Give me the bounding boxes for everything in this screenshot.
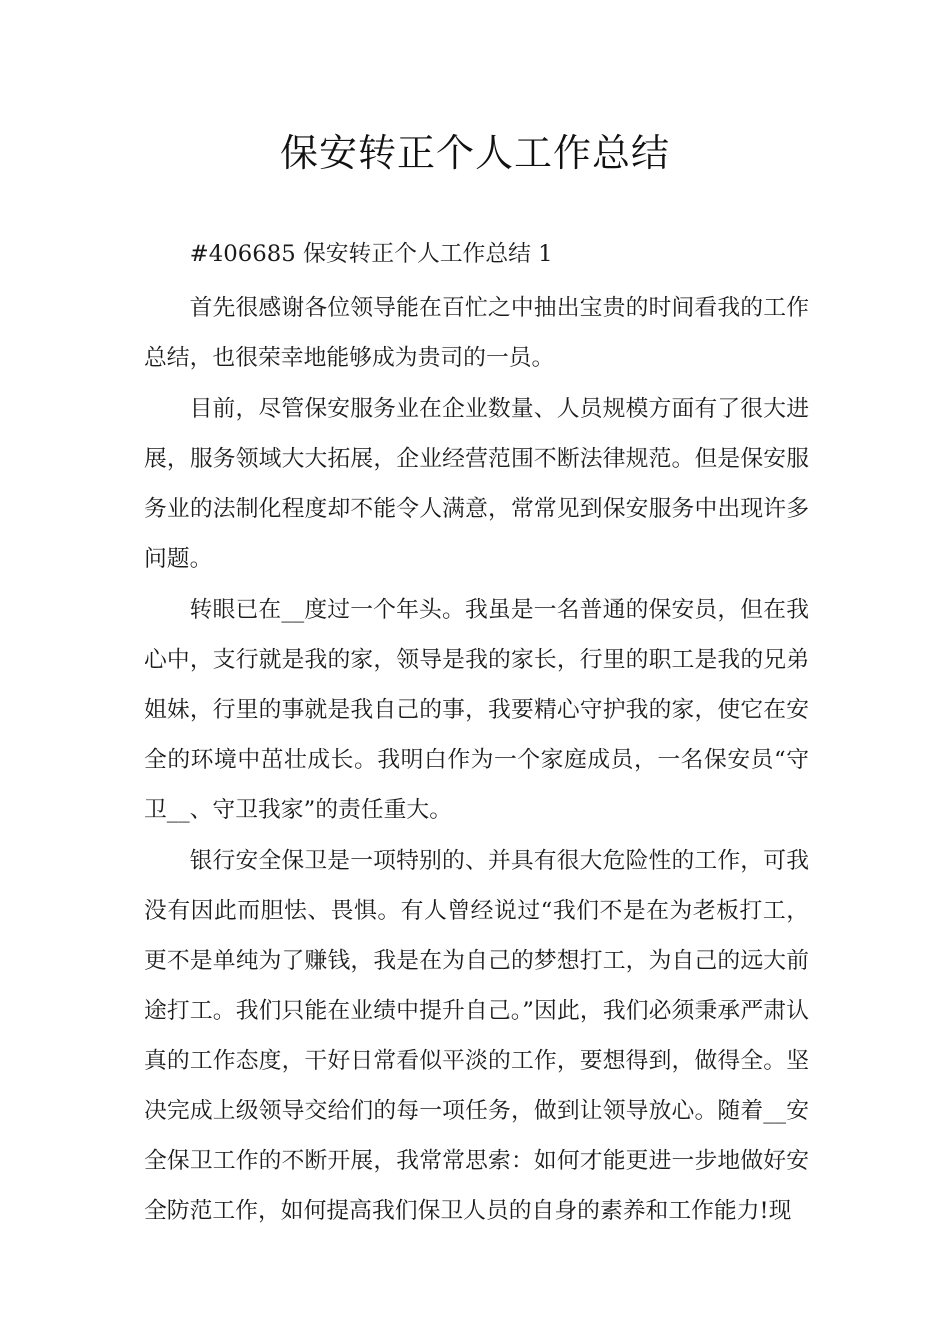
paragraph-3: 转眼已在__度过一个年头。我虽是一名普通的保安员，但在我心中，支行就是我的家，领导是我的家长，行里的职工是我的兄弟姐妹，行里的事就是我自己的事，我要精心守护我的家，使它在安全的环境中茁壮成长。我明白作为一个家庭成员，一名保安员“守卫__、守卫我家”的责任重大。 (144, 597, 809, 823)
paragraph-4: 银行安全保卫是一项特别的、并具有很大危险性的工作，可我没有因此而胆怯、畏惧。有人曾经说过“我们不是在为老板打工，更不是单纯为了赚钱，我是在为自己的梦想打工，为自己的远大前途打工。我们只能在业绩中提升自己。”因此，我们必须秉承严肃认真的工作态度，干好日常看似平淡的工作，要想得到，做得全。坚决完成上级领导交给们的每一项任务，做到让领导放心。随着__安全保卫工作的不断开展，我常常思索：如何才能更进一步地做好安全防范工作，如何提高我们保卫人员的自身的素养和工作能力!现 (144, 848, 809, 1224)
paragraph-1: 首先很感谢各位领导能在百忙之中抽出宝贵的时间看我的工作总结，也很荣幸地能够成为贵司的一员。 (144, 295, 809, 371)
document-title: 保安转正个人工作总结 (279, 131, 670, 175)
document-body (144, 229, 809, 1237)
paragraph-2: 目前，尽管保安服务业在企业数量、人员规模方面有了很大进展，服务领域大大拓展，企业经营范围不断法律规范。但是保安服务业的法制化程度却不能令人满意，常常见到保安服务中出现许多问题。 (144, 396, 809, 572)
section-heading: #406685 保安转正个人工作总结 1 (189, 241, 553, 267)
